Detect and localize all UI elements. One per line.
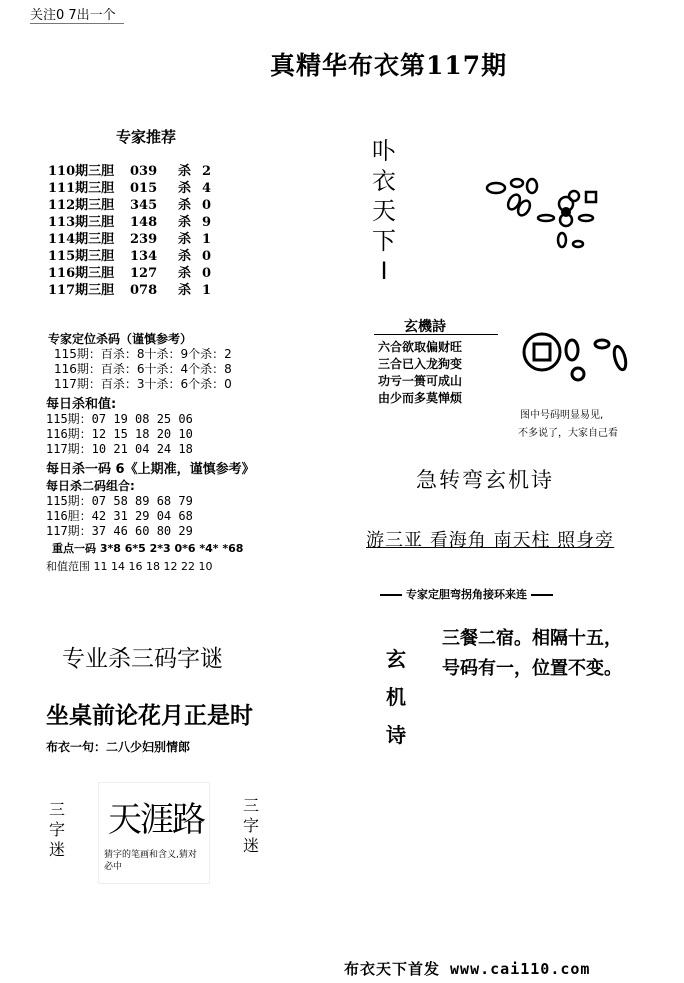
vert-char: 三 (242, 796, 259, 815)
poem-divider (374, 334, 498, 335)
expert-kill-value: 0 (202, 249, 212, 264)
xjs-line: 号码有一，位置不变。 (442, 658, 622, 679)
two-code-row: 117期：37 46 60 80 29 (46, 524, 193, 538)
position-kill-row: 116期：百杀：6十杀：4个杀：8 (54, 362, 232, 376)
big-word-note: 猜字的笔画和含义,猜对必中 (104, 850, 197, 872)
expert-kill-label: 杀 (178, 181, 192, 196)
expert-numbers: 148 (130, 215, 158, 230)
vert-char: 机 (386, 685, 406, 709)
xjs-line: 三餐二宿。相隔十五， (442, 628, 622, 649)
expert-kill-value: 2 (202, 164, 212, 179)
expert-numbers: 015 (130, 181, 158, 196)
symbol-oval (487, 183, 505, 193)
puzzle-line: 坐桌前论花月正是时 (46, 703, 253, 729)
symbol-dot (561, 207, 571, 217)
poem-title: 玄機詩 (404, 319, 446, 335)
expert-kill-label: 杀 (178, 164, 192, 179)
symbol-oval (538, 215, 554, 221)
expert-period: 117期三胆 (48, 283, 115, 298)
page-title: 真精华布衣第117期 (270, 51, 508, 80)
symbol-coin (572, 368, 584, 380)
daily-kill-row: 115期：07 19 08 25 06 (46, 412, 193, 426)
expert-numbers: 239 (130, 232, 158, 247)
vertical-title (370, 136, 398, 286)
expert-period: 112期三胆 (48, 198, 115, 213)
symbol-coin (569, 191, 579, 201)
symbol-oval (527, 179, 537, 193)
vert-char: 下 (372, 227, 396, 255)
position-kill-title: 专家定位杀码（谨慎参考） (48, 332, 193, 346)
poem-line: 由少而多莫惮烦 (378, 391, 463, 405)
vert-char: 迷 (242, 836, 259, 855)
symbol-oval (579, 215, 593, 221)
expert-kill-value: 1 (202, 232, 212, 247)
puzzle-subline: 布衣一句：二八少妇别情郎 (46, 740, 191, 754)
daily-kill-title: 每日杀和值: (46, 397, 117, 412)
expert-kill-value: 0 (202, 266, 212, 281)
expert-period: 114期三胆 (48, 232, 115, 247)
expert-kill-value: 9 (202, 215, 212, 230)
symbol-drawing (462, 158, 632, 268)
expert-period: 113期三胆 (48, 215, 115, 230)
vert-char: 字 (242, 816, 259, 835)
position-kill-row: 117期：百杀：3十杀：6个杀：0 (54, 377, 232, 391)
symbol-oval (506, 193, 523, 212)
puzzle-right-vertical (242, 796, 260, 856)
focus-code-line: 重点一码 3*8 6*5 2*3 0*6 *4* *68 (52, 542, 244, 555)
vert-char: 迷 (48, 840, 65, 859)
sum-range-line: 和值范围 11 14 16 18 12 22 10 (46, 560, 213, 573)
puzzle-heading: 专业杀三码字谜 (62, 646, 223, 672)
expert-kill-value: 4 (202, 181, 212, 196)
expert-kill-value: 0 (202, 198, 212, 213)
vert-char: 三 (48, 800, 65, 819)
footer-credit: 布衣天下首发 www.cai110.com (344, 960, 591, 978)
poem-line: 三合已入龙狗变 (378, 357, 463, 371)
top-note: 关注0 7出一个 (30, 4, 124, 24)
vert-char: 诗 (386, 723, 406, 747)
vert-char: 字 (48, 820, 65, 839)
hint-line: 不多说了，大家自己看 (518, 428, 618, 439)
coin-hole (534, 344, 550, 360)
poem-line: 功亏一篑可成山 (378, 374, 463, 388)
expert-kill-label: 杀 (178, 215, 192, 230)
expert-title: 专家推荐 (116, 128, 177, 146)
position-kill-row: 115期：百杀：8十杀：9个杀：2 (54, 347, 232, 361)
expert-period: 115期三胆 (48, 249, 115, 264)
vert-char: 玄 (386, 647, 406, 671)
expert-period: 110期三胆 (48, 164, 115, 179)
coin-drawing (518, 322, 638, 402)
expert-kill-label: 杀 (178, 232, 192, 247)
big-word: 天涯路 (108, 800, 204, 840)
xjs-vertical (384, 640, 408, 754)
daily-kill-row: 116期：12 15 18 20 10 (46, 427, 193, 441)
expert-kill-label: 杀 (178, 249, 192, 264)
one-code-title: 每日杀一码 6《上期准，谨慎参考》 (46, 462, 255, 477)
symbol-oval (612, 345, 628, 371)
symbol-oval (558, 233, 566, 247)
symbol-oval (516, 199, 533, 218)
expert-kill-label: 杀 (178, 266, 192, 281)
puzzle-left-vertical (48, 800, 66, 860)
symbol-oval (595, 340, 609, 348)
expert-banner: 专家定胆弯拐角接环来连 (376, 586, 557, 602)
quick-line: 游三亚 看海角 南天柱 照身旁 (366, 530, 615, 551)
poem-line: 六合欲取偏财旺 (378, 340, 463, 354)
symbol-oval (566, 340, 578, 360)
expert-numbers: 127 (130, 266, 158, 281)
symbol-square (586, 192, 596, 202)
expert-kill-value: 1 (202, 283, 212, 298)
symbol-oval (511, 179, 523, 187)
expert-numbers: 039 (130, 164, 158, 179)
two-code-title: 每日杀二码组合: (46, 479, 135, 493)
hint-line: 图中号码明显易见, (520, 410, 604, 421)
quick-title: 急转弯玄机诗 (416, 468, 554, 492)
expert-period: 111期三胆 (48, 181, 115, 196)
vert-char: 卟 (372, 137, 396, 165)
vert-char: 天 (372, 197, 396, 225)
expert-row (48, 279, 211, 298)
expert-kill-label: 杀 (178, 283, 192, 298)
two-code-row: 115期：07 58 89 68 79 (46, 494, 193, 508)
expert-numbers: 345 (130, 198, 158, 213)
expert-period: 116期三胆 (48, 266, 115, 281)
expert-numbers: 134 (130, 249, 158, 264)
expert-kill-label: 杀 (178, 198, 192, 213)
two-code-row: 116胆：42 31 29 04 68 (46, 509, 193, 523)
expert-numbers: 078 (130, 283, 158, 298)
vert-char: I (380, 257, 388, 285)
symbol-oval (573, 241, 583, 247)
vert-char: 衣 (372, 167, 396, 195)
daily-kill-row: 117期：10 21 04 24 18 (46, 442, 193, 456)
coin-icon (524, 334, 560, 370)
